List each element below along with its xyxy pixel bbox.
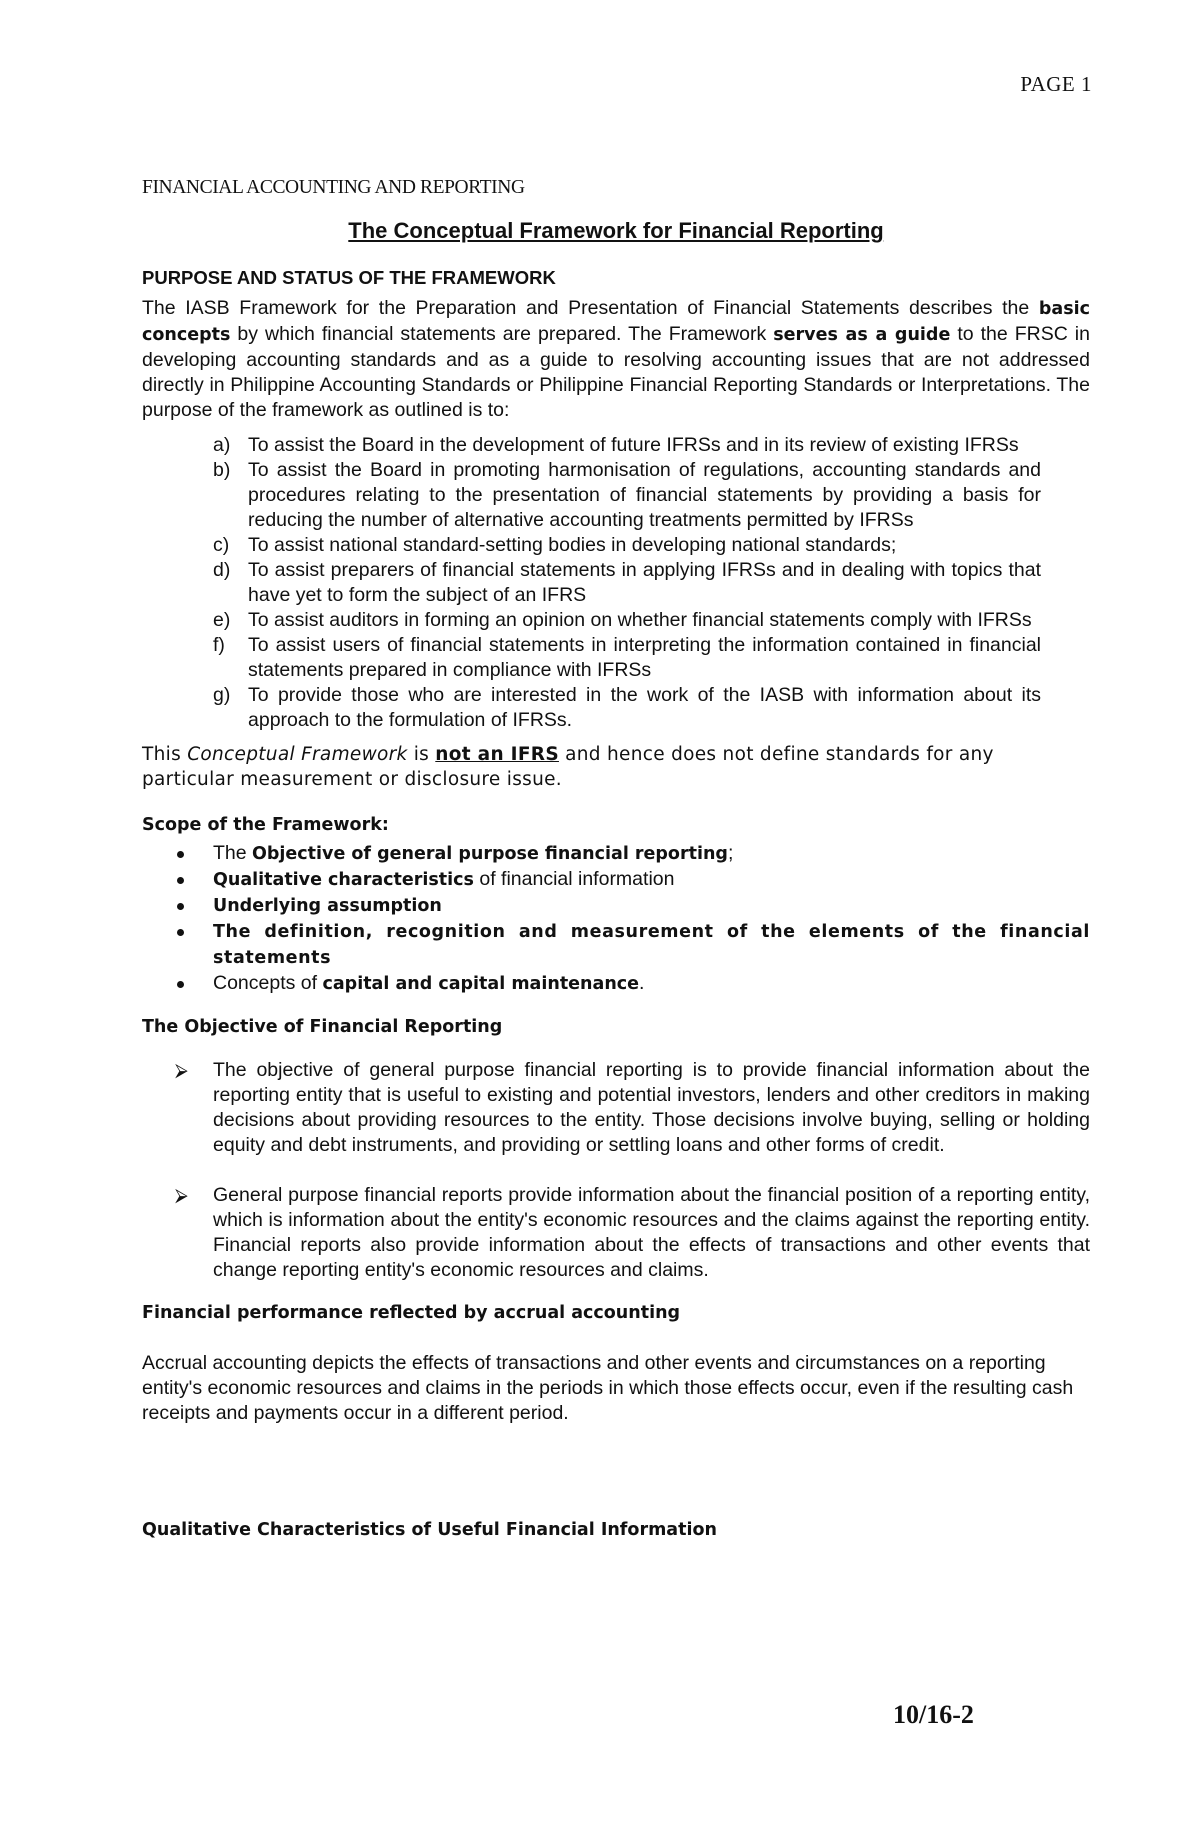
scope-text: . xyxy=(639,972,645,994)
course-title: FINANCIAL ACCOUNTING AND REPORTING xyxy=(142,177,525,198)
list-item xyxy=(213,558,1041,608)
list-item xyxy=(213,433,1041,458)
list-letter: e) xyxy=(213,609,231,631)
list-text: To assist the Board in promoting harmonisation of regulations, accounting standards and procedures relating to the presentation of financial statements by providing a basis for reducing the number of alternative accounting treatments permitted by IFRSs xyxy=(248,459,1041,531)
arrow-bullet-icon: ⮚ xyxy=(175,1060,188,1080)
purpose-paragraph xyxy=(142,296,1090,423)
list-item xyxy=(213,919,1090,971)
purpose-heading: PURPOSE AND STATUS OF THE FRAMEWORK xyxy=(142,267,556,288)
framework-note xyxy=(142,742,1062,792)
list-letter: g) xyxy=(213,684,231,706)
purpose-list xyxy=(142,433,1041,733)
list-text: To assist users of financial statements in interpreting the information contained in financial statements prepared in compliance with IFRSs xyxy=(248,634,1041,681)
list-item xyxy=(175,1183,1090,1283)
scope-text: The xyxy=(213,842,253,864)
list-letter: f) xyxy=(213,634,225,656)
scope-text: ; xyxy=(727,842,734,864)
list-item xyxy=(213,893,1090,919)
list-letter: d) xyxy=(213,559,231,581)
list-text: To assist preparers of financial statements in applying IFRSs and in dealing with topics that have yet to form the subject of an IFRS xyxy=(248,559,1041,606)
list-item xyxy=(213,533,1041,558)
scope-bold: Qualitative characteristics xyxy=(213,870,474,890)
list-item xyxy=(213,971,1090,997)
note-text-3: and hence does not define standards for any particular measurement or disclosure issue. xyxy=(142,744,994,790)
scope-heading: Scope of the Framework: xyxy=(142,815,389,835)
objective-list xyxy=(142,1058,1090,1283)
scope-bold: Underlying assumption xyxy=(213,896,442,916)
scope-bold: Objective of general purpose financial reporting xyxy=(252,844,728,864)
qualitative-heading: Qualitative Characteristics of Useful Financial Information xyxy=(142,1520,717,1540)
list-item xyxy=(213,633,1041,683)
bullet-icon xyxy=(177,981,184,988)
scope-text: Concepts of xyxy=(213,972,323,994)
bullet-icon xyxy=(177,929,184,936)
list-item xyxy=(213,867,1090,893)
list-text: To provide those who are interested in the work of the IASB with information about its approach to the formulation of IFRSs. xyxy=(248,684,1041,731)
page-number: PAGE 1 xyxy=(1020,72,1092,96)
note-emphasis: not an IFRS xyxy=(435,744,559,765)
purpose-bold-2: serves as a guide xyxy=(773,325,951,345)
list-letter: c) xyxy=(213,534,230,556)
scope-bold: The definition, recognition and measurement of the elements of the financial statements xyxy=(213,922,1090,968)
accrual-paragraph: Accrual accounting depicts the effects of transactions and other events and circumstances on a reporting entity's economic resources and claims in the periods in which those effects occur, even if the resulting cash receipts and payments occur in a different period. xyxy=(142,1352,1074,1424)
objective-text: The objective of general purpose financial reporting is to provide financial information about the reporting entity that is useful to existing and potential investors, lenders and other creditors in making decisions about providing resources to the entity. Those decisions involve buying, selling or holding equity and debt instruments, and providing or settling loans and other forms of credit. xyxy=(213,1059,1090,1156)
list-letter: b) xyxy=(213,459,231,481)
purpose-text-3: to the FRSC in developing accounting standards and as a guide to resolving accounting issues that are not addressed directly in Philippine Accounting Standards or Philippine Financial Reporting Standards or Interpretations. The purpose of the framework as outlined is to: xyxy=(142,323,1090,421)
list-item xyxy=(213,841,1090,867)
purpose-bold-1: basic concepts xyxy=(142,299,1090,345)
note-italic: Conceptual Framework xyxy=(187,744,408,765)
list-text: To assist national standard-setting bodies in developing national standards; xyxy=(248,534,897,556)
list-item xyxy=(175,1058,1090,1158)
document-title: The Conceptual Framework for Financial Reporting xyxy=(348,218,884,243)
accrual-heading: Financial performance reflected by accrual accounting xyxy=(142,1303,681,1323)
list-item xyxy=(213,683,1041,733)
purpose-text-1: The IASB Framework for the Preparation and Presentation of Financial Statements describes the xyxy=(142,297,1030,319)
list-item xyxy=(213,458,1041,533)
bullet-icon xyxy=(177,903,184,910)
list-text: To assist auditors in forming an opinion on whether financial statements comply with IFRSs xyxy=(248,609,1032,631)
bullet-icon xyxy=(177,851,184,858)
scope-bold: capital and capital maintenance xyxy=(322,974,640,994)
footer-code: 10/16-2 xyxy=(893,1700,974,1729)
objective-heading: The Objective of Financial Reporting xyxy=(142,1017,503,1037)
bullet-icon xyxy=(177,877,184,884)
document-body xyxy=(142,175,1090,1549)
objective-text: General purpose financial reports provide information about the financial position of a reporting entity, which is information about the entity's economic resources and the claims against the reporting entity. Financial reports also provide information about the effects of transactions and other events that change reporting entity's economic resources and claims. xyxy=(213,1184,1090,1281)
list-text: To assist the Board in the development of future IFRSs and in its review of existing IFRSs xyxy=(248,434,1019,456)
list-letter: a) xyxy=(213,434,231,456)
scope-text: of financial information xyxy=(473,868,675,890)
note-text-2: is xyxy=(407,744,436,765)
note-text-1: This xyxy=(142,744,188,765)
scope-list xyxy=(142,841,1090,997)
list-item xyxy=(213,608,1041,633)
arrow-bullet-icon: ⮚ xyxy=(175,1185,188,1205)
purpose-text-2: by which financial statements are prepared. The Framework xyxy=(230,323,774,345)
